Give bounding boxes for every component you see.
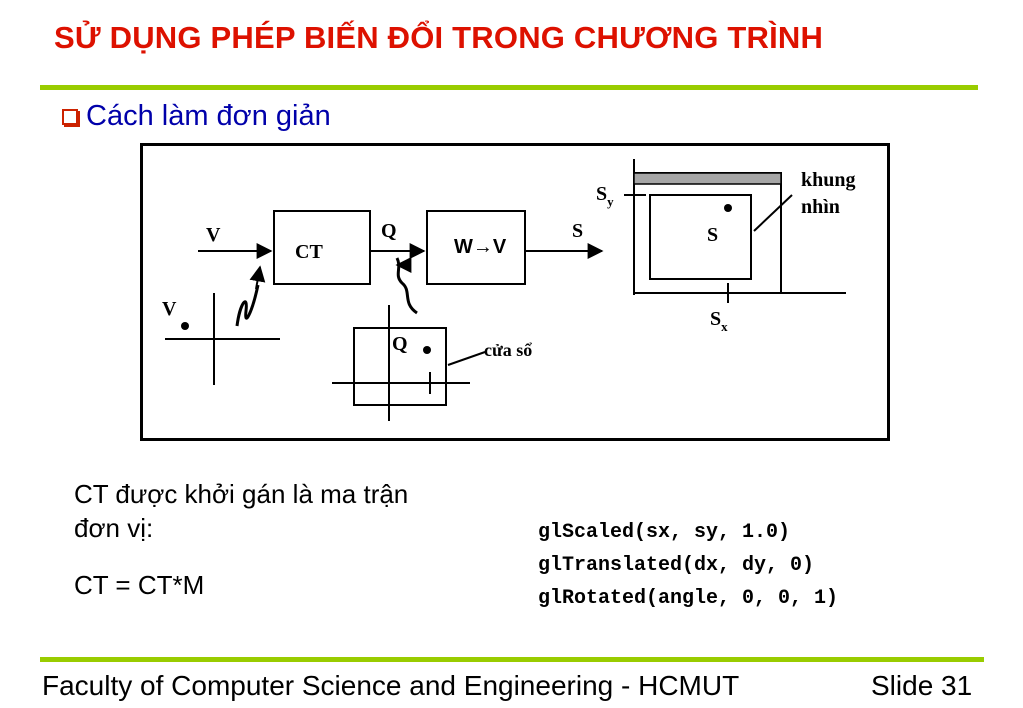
sx-label: $S_x$: [710, 308, 728, 334]
footer-institution: Faculty of Computer Science and Engineering - HCMUT: [42, 670, 740, 701]
wv-box-label: W→V: [454, 236, 507, 258]
bullet-text: Cách làm đơn giản: [86, 100, 331, 132]
viewport-label-line2: nhìn: [801, 196, 840, 218]
window-label: cửa sổ: [484, 340, 533, 360]
title-divider: [40, 85, 978, 90]
screen-titlebar: [634, 173, 781, 184]
footer-divider: [40, 657, 984, 662]
q-point-label: Q: [392, 333, 408, 355]
q-label: Q: [381, 220, 397, 242]
s-point: [724, 204, 732, 212]
sy-label: $S_y$: [596, 183, 614, 209]
code-line-3: glRotated(angle, 0, 0, 1): [538, 587, 839, 610]
ct-box-label: CT: [295, 241, 323, 263]
code-line-2: glTranslated(dx, dy, 0): [538, 554, 815, 577]
pipeline-diagram: [140, 143, 890, 441]
bullet-item: [62, 100, 331, 133]
s-point-label: S: [707, 224, 719, 246]
body-line-1: CT được khởi gán là ma trận: [74, 479, 409, 509]
viewport-label-line1: khung: [801, 169, 856, 191]
body-formula: CT = CT*M: [74, 570, 205, 600]
input-v-label: V: [206, 224, 221, 246]
slide-title: SỬ DỤNG PHÉP BIẾN ĐỔI TRONG CHƯƠNG TRÌNH: [54, 20, 824, 55]
q-point: [423, 346, 431, 354]
body-line-2: đơn vị:: [74, 513, 154, 543]
s-label: S: [572, 220, 584, 242]
v-point: [181, 322, 189, 330]
slide-number: Slide 31: [871, 670, 973, 701]
v-point-label: V: [162, 298, 177, 320]
code-line-1: glScaled(sx, sy, 1.0): [538, 521, 791, 544]
checkbox-bullet-icon: [62, 109, 78, 125]
